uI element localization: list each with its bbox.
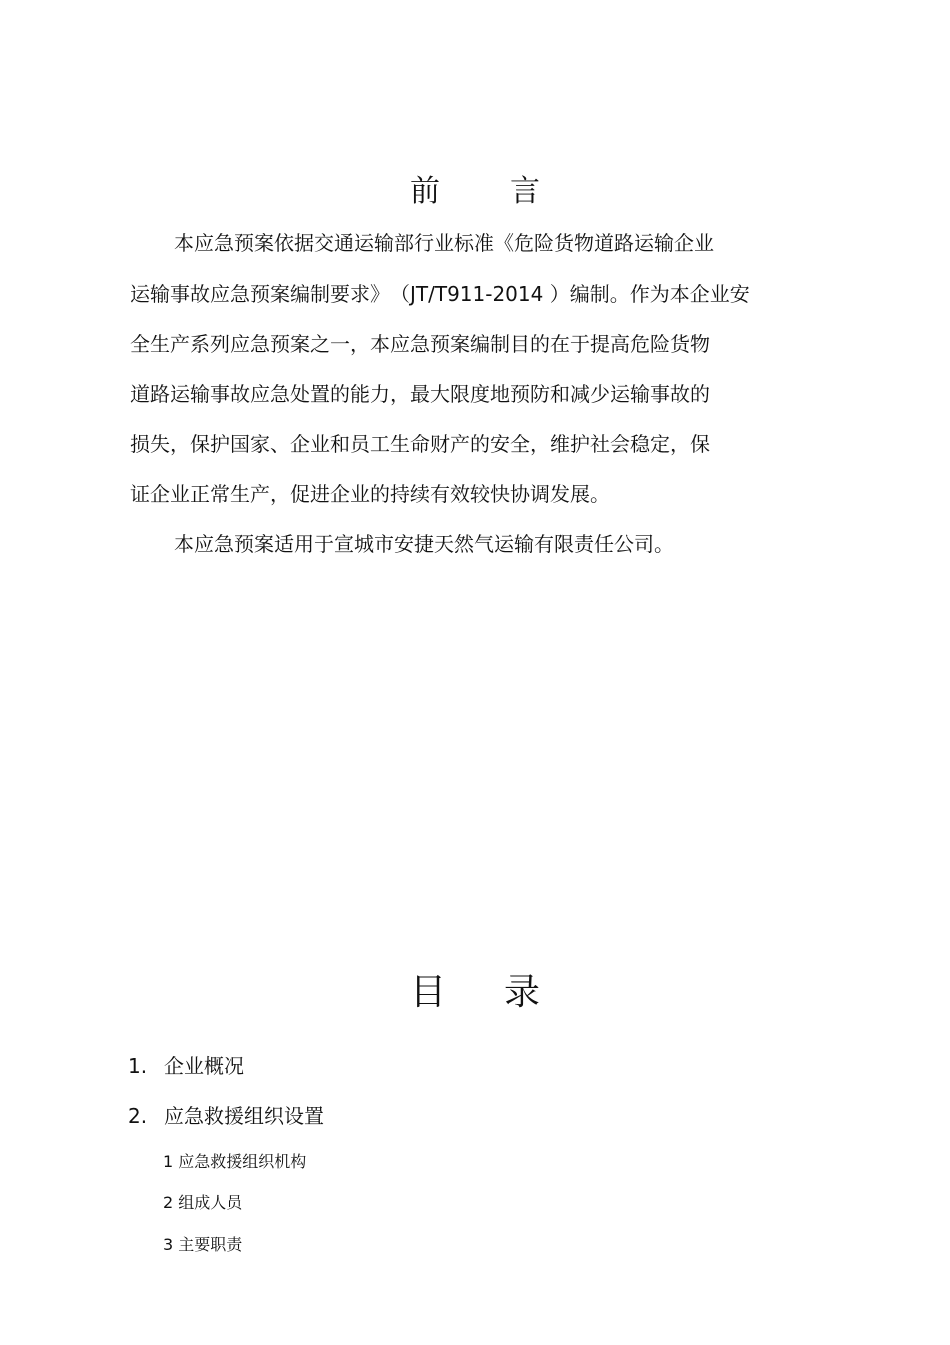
preface-paragraph-line: 损失，保护国家、企业和员工生命财产的安全，维护社会稳定，保: [130, 432, 710, 456]
toc-item-label: 应急救援组织设置: [164, 1104, 324, 1128]
toc-item-label: 企业概况: [164, 1054, 244, 1078]
preface-paragraph-line: 本应急预案依据交通运输部行业标准《危险货物道路运输企业: [174, 231, 714, 255]
toc-subitem-members[interactable]: 2 组成人员: [163, 1193, 243, 1212]
toc-subitem-rescue-structure[interactable]: 1 应急救援组织机构: [163, 1152, 307, 1171]
toc-item-company-overview[interactable]: [128, 1052, 244, 1080]
preface-paragraph-line: 证企业正常生产，促进企业的持续有效较快协调发展。: [130, 482, 610, 506]
toc-item-number: 1.: [128, 1054, 148, 1078]
toc-item-number: 2.: [128, 1104, 148, 1128]
preface-scope-paragraph: 本应急预案适用于宣城市安捷天然气运输有限责任公司。: [174, 532, 674, 556]
toc-title: 目 录: [409, 972, 541, 1013]
preface-paragraph-line: 道路运输事故应急处置的能力，最大限度地预防和减少运输事故的: [130, 382, 710, 406]
preface-title: 前 言: [410, 174, 540, 209]
toc-item-rescue-organization[interactable]: [128, 1102, 324, 1130]
toc-subitem-duties[interactable]: 3 主要职责: [163, 1235, 243, 1254]
preface-paragraph-line: 运输事故应急预案编制要求》 （JT/T911-2014 ）编制。作为本企业安: [130, 282, 750, 306]
preface-paragraph-line: 全生产系列应急预案之一，本应急预案编制目的在于提高危险货物: [130, 332, 710, 356]
